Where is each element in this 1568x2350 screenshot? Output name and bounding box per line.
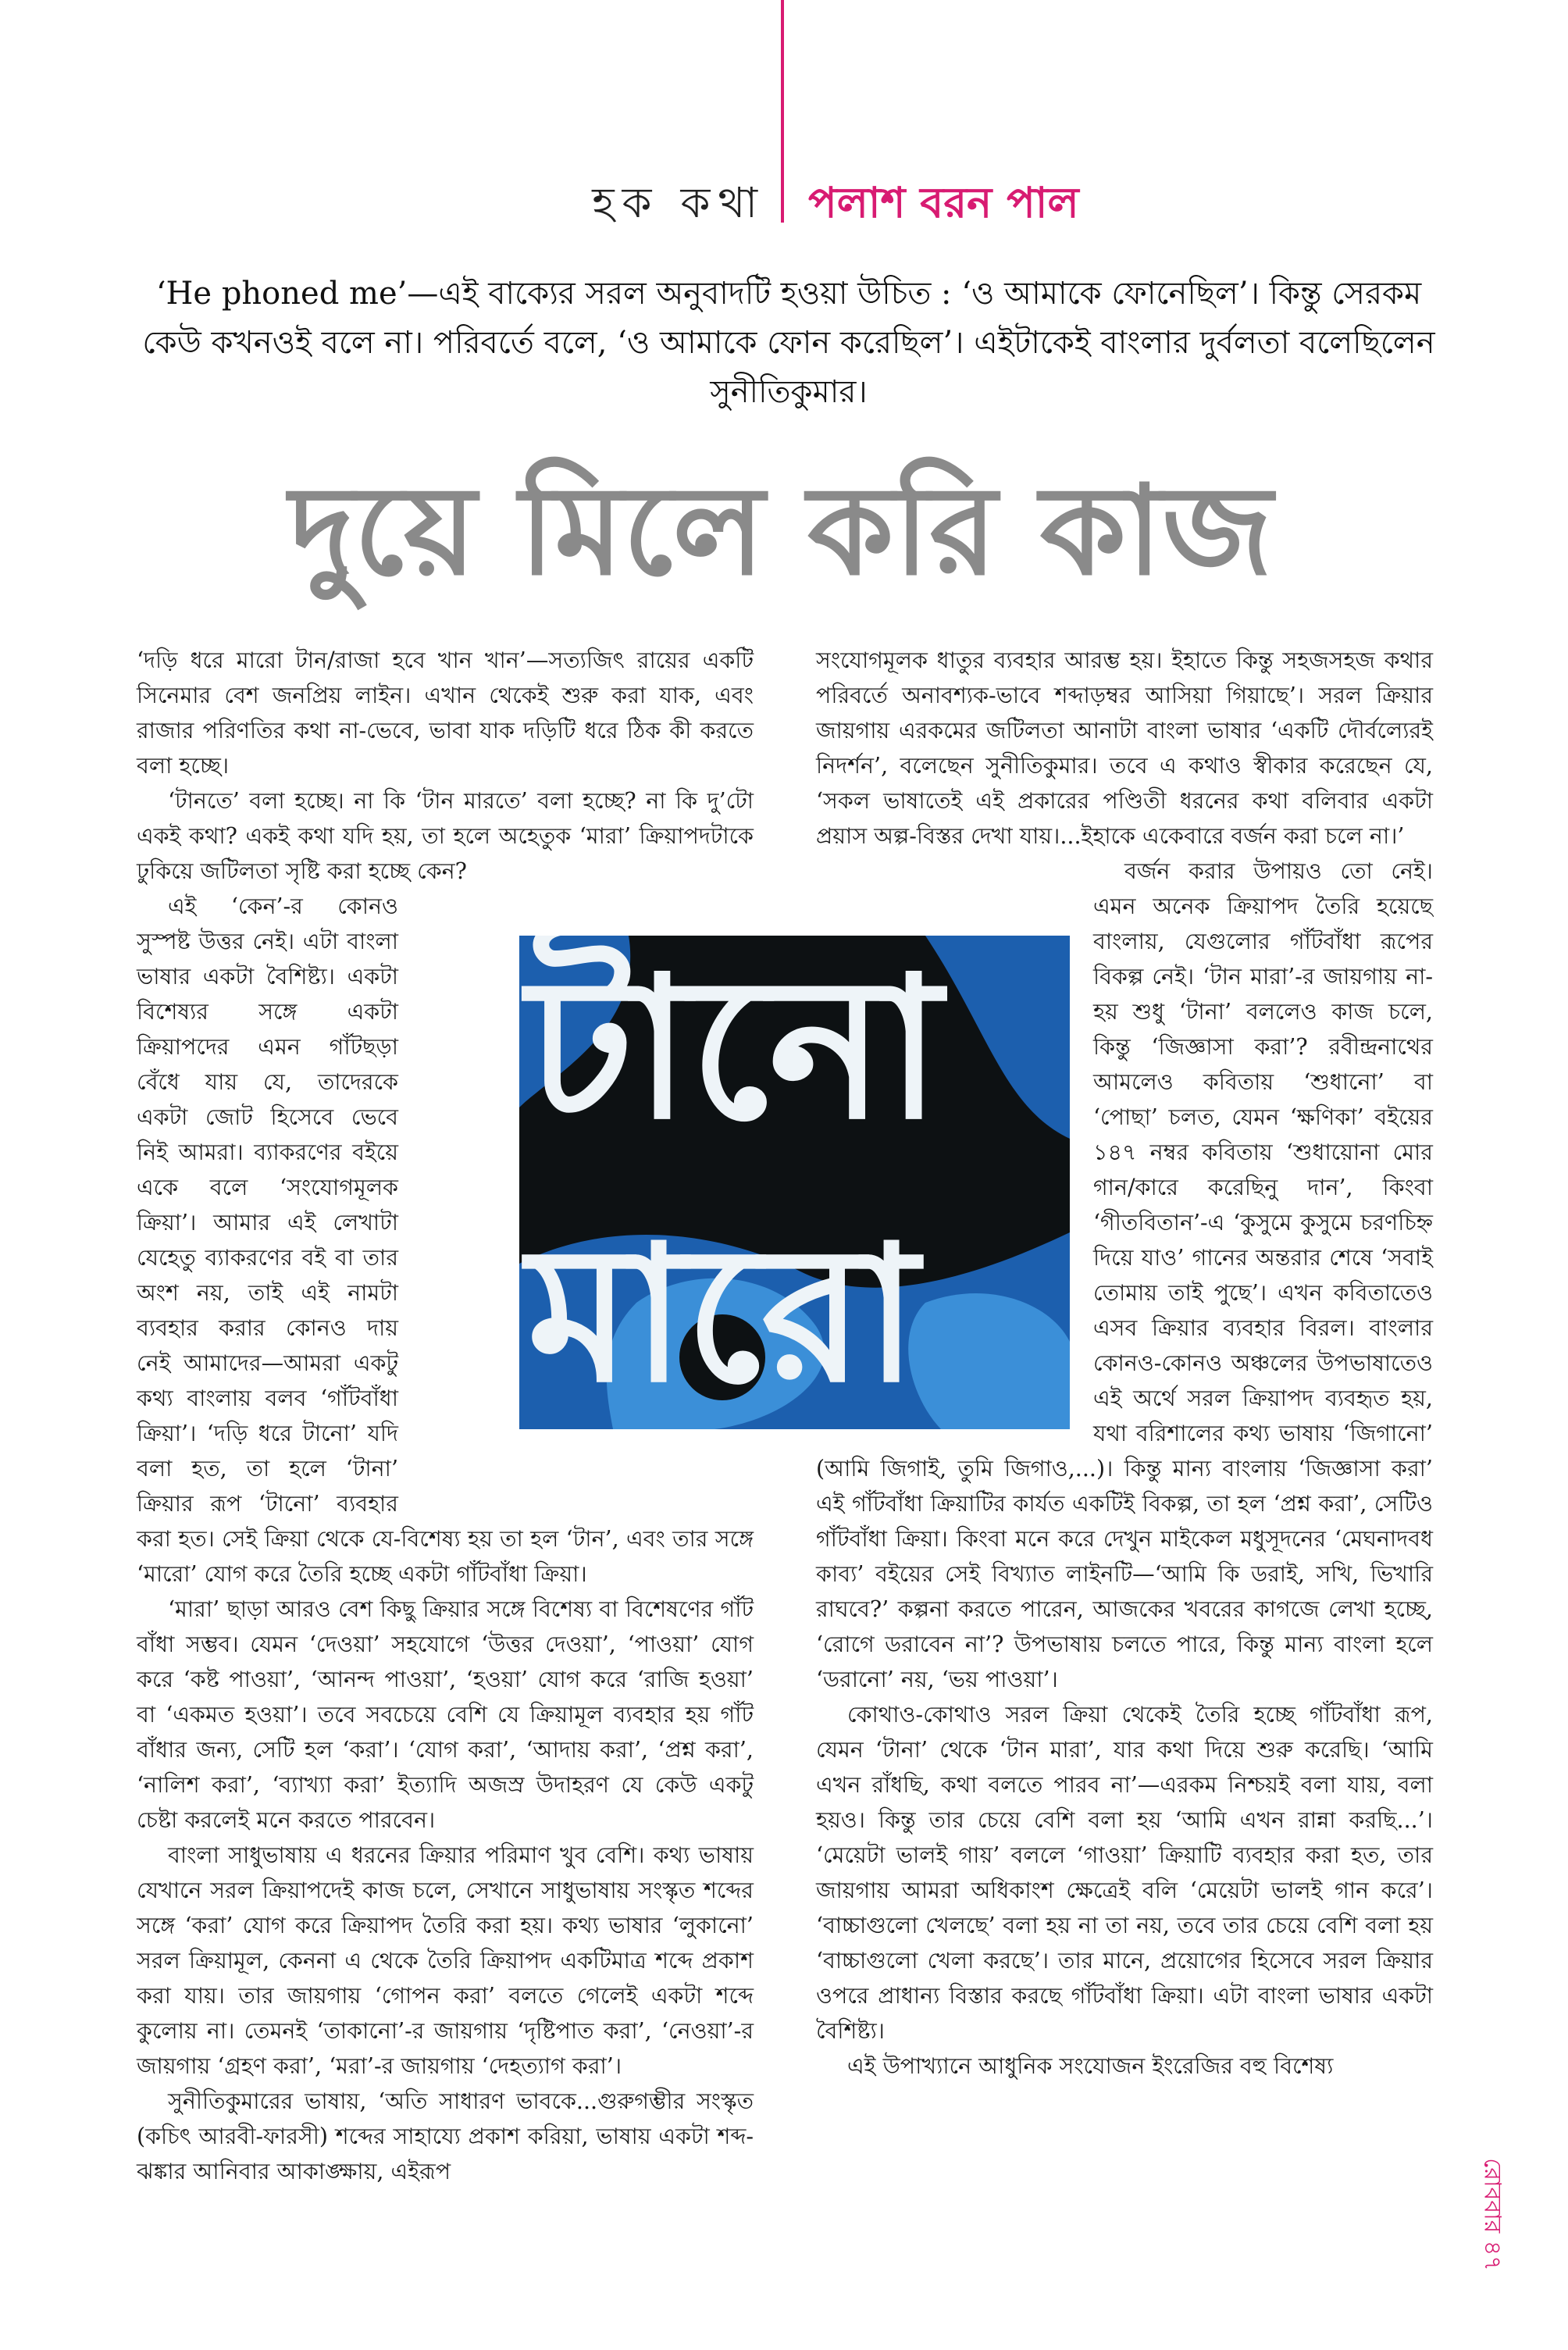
paragraph: বাংলা সাধুভাষায় এ ধরনের ক্রিয়ার পরিমাণ খুব বেশি। কথ্য ভাষায় যেখানে সরল ক্রিয়াপদেই কাজ চলে, সেখানে সাধুভাষায় সংস্কৃত শব্দের সঙ্গে ‘করা’ যোগ করে ক্রিয়াপদ তৈরি করা হয়। কথ্য ভাষার ‘লুকানো’ সরল ক্রিয়ামূল, কেননা এ থেকে তৈরি ক্রিয়াপদ একটিমাত্র শব্দে প্রকাশ করা যায়। তার জায়গায় ‘গোপন করা’ বলতে গেলেই একটা শব্দে কুলোয় না। তেমনই ‘তাকানো’-র জায়গায় ‘দৃষ্টিপাত করা’, ‘নেওয়া’-র জায়গায় ‘গ্রহণ করা’, ‘মরা’-র জায়গায় ‘দেহত্যাগ করা’। [137, 1842, 754, 2079]
paragraph: কোথাও-কোথাও সরল ক্রিয়া থেকেই তৈরি হচ্ছে গাঁটবাঁধা রূপ, যেমন ‘টানা’ থেকে ‘টান মারা’, যার কথা দিয়ে শুরু করেছি। ‘আমি এখন রাঁধছি, কথা বলতে পারব না’—এরকম নিশ্চয়ই বলা যায়, বলা হয়ও। কিন্তু তার চেয়ে বেশি বলা হয় ‘আমি এখন রান্না করছি...’। ‘মেয়েটা ভালই গায়’ বললে ‘গাওয়া’ ক্রিয়াটি ব্যবহার করা হত, তার জায়গায় আমরা অধিকাংশ ক্ষেত্রেই বলি ‘মেয়েটা ভালই গান করে’। ‘বাচ্চাগুলো খেলছে’ বলা হয় না তা নয়, তবে তার চেয়ে বেশি বলা হয় ‘বাচ্চাগুলো খেলা করছে’। তার মানে, প্রয়োগের হিসেবে সরল ক্রিয়ার ওপরে প্রাধান্য বিস্তার করছে গাঁটবাঁধা ক্রিয়া। এটা বাংলা ভাষার একটা বৈশিষ্ট্য। [816, 1702, 1433, 2044]
paragraph: ‘দড়ি ধরে মারো টান/রাজা হবে খান খান’—সত্যজিৎ রায়ের একটি সিনেমার বেশ জনপ্রিয় লাইন। এখান থেকেই শুরু করা যাক, এবং রাজার পরিণতির কথা না-ভেবে, ভাবা যাক দড়িটি ধরে ঠিক কী করতে বলা হচ্ছে। [137, 647, 754, 779]
standfirst: ‘He phoned me’—এই বাক্যের সরল অনুবাদটি হওয়া উচিত : ‘ও আমাকে ফোনেছিল’। কিন্তু সেরকম কেউ কখনওই বলে না। পরিবর্তে বলে, ‘ও আমাকে ফোন করেছিল’। এইটাকেই বাংলার দুর্বলতা বলেছিলেন সুনীতিকুমার। [142, 276, 1435, 410]
paragraph: সুনীতিকুমারের ভাষায়, ‘অতি সাধারণ ভাবকে...গুরুগম্ভীর সংস্কৃত (কচিৎ আরবী-ফারসী) শব্দের সাহায্যে প্রকাশ করিয়া, ভাষায় একটা শব্দ-ঝঙ্কার আনিবার আকাঙ্ক্ষায়, এইরূপ [137, 2088, 754, 2184]
paragraph: এই উপাখ্যানে আধুনিক সংযোজন ইংরেজির বহু বিশেষ্য [847, 2053, 1334, 2079]
paragraph: ‘টানতে’ বলা হচ্ছে। না কি ‘টান মারতে’ বলা হচ্ছে? না কি দু’টো একই কথা? একই কথা যদি হয়, তা হলে অহেতুক ‘মারা’ ক্রিয়াপদটাকে ঢুকিয়ে জটিলতা সৃষ্টি করা হচ্ছে কেন? [137, 788, 754, 884]
paragraph: সংযোগমূলক ধাতুর ব্যবহার আরম্ভ হয়। ইহাতে কিন্তু সহজসহজ কথার পরিবর্তে অনাবশ্যক-ভাবে শব্দাড়ম্বর আসিয়া গিয়াছে’। সরল ক্রিয়ার জায়গায় এরকমের জটিলতা আনাটা বাংলা ভাষার ‘একটি দৌর্বল্যেরই নিদর্শন’, বলেছেন সুনীতিকুমার। তবে এ কথাও স্বীকার করেছেন যে, ‘সকল ভাষাতেই এই প্রকারের পণ্ডিতী ধরনের কথা বলিবার একটা প্রয়াস অল্প-বিস্তর দেখা যায়।...ইহাকে একেবারে বর্জন করা চলে না।’ [816, 647, 1433, 849]
paragraph: বর্জন করার উপায়ও তো নেই। এমন অনেক ক্রিয়াপদ তৈরি হয়েছে বাংলায়, যেগুলোর গাঁটবাঁধা রূপের বিকল্প নেই। ‘টান মারা’-র জায়গায় না-হয় শুধু ‘টানা’ বললেও কাজ চলে, কিন্তু ‘জিজ্ঞাসা করা’? রবীন্দ্রনাথের আমলেও কবিতায় ‘শুধানো’ বা ‘পোছা’ চলত, যেমন ‘ক্ষণিকা’ বইয়ের ১৪৭ নম্বর কবিতায় ‘শুধায়োনা মোর গান/কারে করেছিনু দান’, কিংবা ‘গীতবিতান’-এ ‘কুসুমে কুসুমে চরণচিহ্ন দিয়ে যাও’ গানের অন্তরার শেষে ‘সবাই তোমায় তাই পুছে’। এখন কবিতাতেও এসব ক্রিয়ার ব্যবহার বিরল। বাংলার কোনও-কোনও অঞ্চলের উপভাষাতেও এই অর্থে সরল ক্রিয়াপদ ব্যবহৃত হয়, যথা বরিশালের কথ্য ভাষায় ‘জিগানো’ (আমি জিগাই, তুমি জিগাও,...)। কিন্তু মান্য বাংলায় ‘জিজ্ঞাসা করা’ এই গাঁটবাঁধা ক্রিয়াটির কার্যত একটিই বিকল্প, তা হল ‘প্রশ্ন করা’, সেটিও গাঁটবাঁধা ক্রিয়া। কিংবা মনে করে দেখুন মাইকেল মধুসূদনের ‘মেঘনাদবধ কাব্য’ বইয়ের সেই বিখ্যাত লাইনটি—‘আমি কি ডরাই, সখি, ভিখারি রাঘবে?’ কল্পনা করতে পারেন, আজকের খবরের কাগজে লেখা হচ্ছে, ‘রোগে ডরাবেন না’? উপভাষায় চলতে পারে, কিন্তু মান্য বাংলা হলে ‘ডরানো’ নয়, ‘ভয় পাওয়া’। [816, 858, 1433, 1692]
headline: দুয়ে মিলে করি কাজ [289, 459, 1273, 603]
illustration-word-2: মারো [527, 1205, 918, 1424]
header-divider [781, 0, 784, 223]
column-label: হক কথা [592, 178, 765, 227]
folio-text: রোববার ৪৭ [1478, 2158, 1506, 2271]
author-byline: পলাশ বরন পাল [808, 177, 1079, 227]
illustration-word-1: টানো [527, 936, 942, 1162]
paragraph: ‘মারা’ ছাড়া আরও বেশ কিছু ক্রিয়ার সঙ্গে বিশেষ্য বা বিশেষণের গাঁট বাঁধা সম্ভব। যেমন ‘দেওয়া’ সহযোগে ‘উত্তর দেওয়া’, ‘পাওয়া’ যোগ করে ‘কষ্ট পাওয়া’, ‘আনন্দ পাওয়া’, ‘হওয়া’ যোগ করে ‘রাজি হওয়া’ বা ‘একমত হওয়া’। তবে সবচেয়ে বেশি যে ক্রিয়ামূল ব্যবহার হয় গাঁট বাঁধার জন্য, সেটি হল ‘করা’। ‘যোগ করা’, ‘আদায় করা’, ‘প্রশ্ন করা’, ‘নালিশ করা’, ‘ব্যাখ্যা করা’ ইত্যাদি অজস্র উদাহরণ যে কেউ একটু চেষ্টা করলেই মনে করতে পারবেন। [137, 1596, 754, 1833]
paragraph: এই ‘কেন’-র কোনও সুস্পষ্ট উত্তর নেই। এটা বাংলা ভাষার একটা বৈশিষ্ট্য। একটা বিশেষ্যর সঙ্গে একটা ক্রিয়াপদের এমন গাঁটছড়া বেঁধে যায় যে, তাদেরকে একটা জোট হিসেবে ভেবে নিই আমরা। ব্যাকরণের বইয়ে একে বলে ‘সংযোগমূলক ক্রিয়া’। আমার এই লেখাটা যেহেতু ব্যাকরণের বই বা তার অংশ নয়, তাই এই নামটা ব্যবহার করার কোনও দায় নেই আমাদের—আমরা একটু কথ্য বাংলায় বলব ‘গাঁটবাঁধা ক্রিয়া’। ‘দড়ি ধরে টানো’ যদি বলা হত, তা হলে ‘টানা’ ক্রিয়ার রূপ ‘টানো’ ব্যবহার করা হত। সেই ক্রিয়া থেকে যে-বিশেষ্য হয় তা হল ‘টান’, এবং তার সঙ্গে ‘মারো’ যোগ করে তৈরি হচ্ছে একটা গাঁটবাঁধা ক্রিয়া। [137, 893, 754, 1587]
page-folio [1476, 2140, 1507, 2280]
illustration [519, 936, 1070, 1429]
